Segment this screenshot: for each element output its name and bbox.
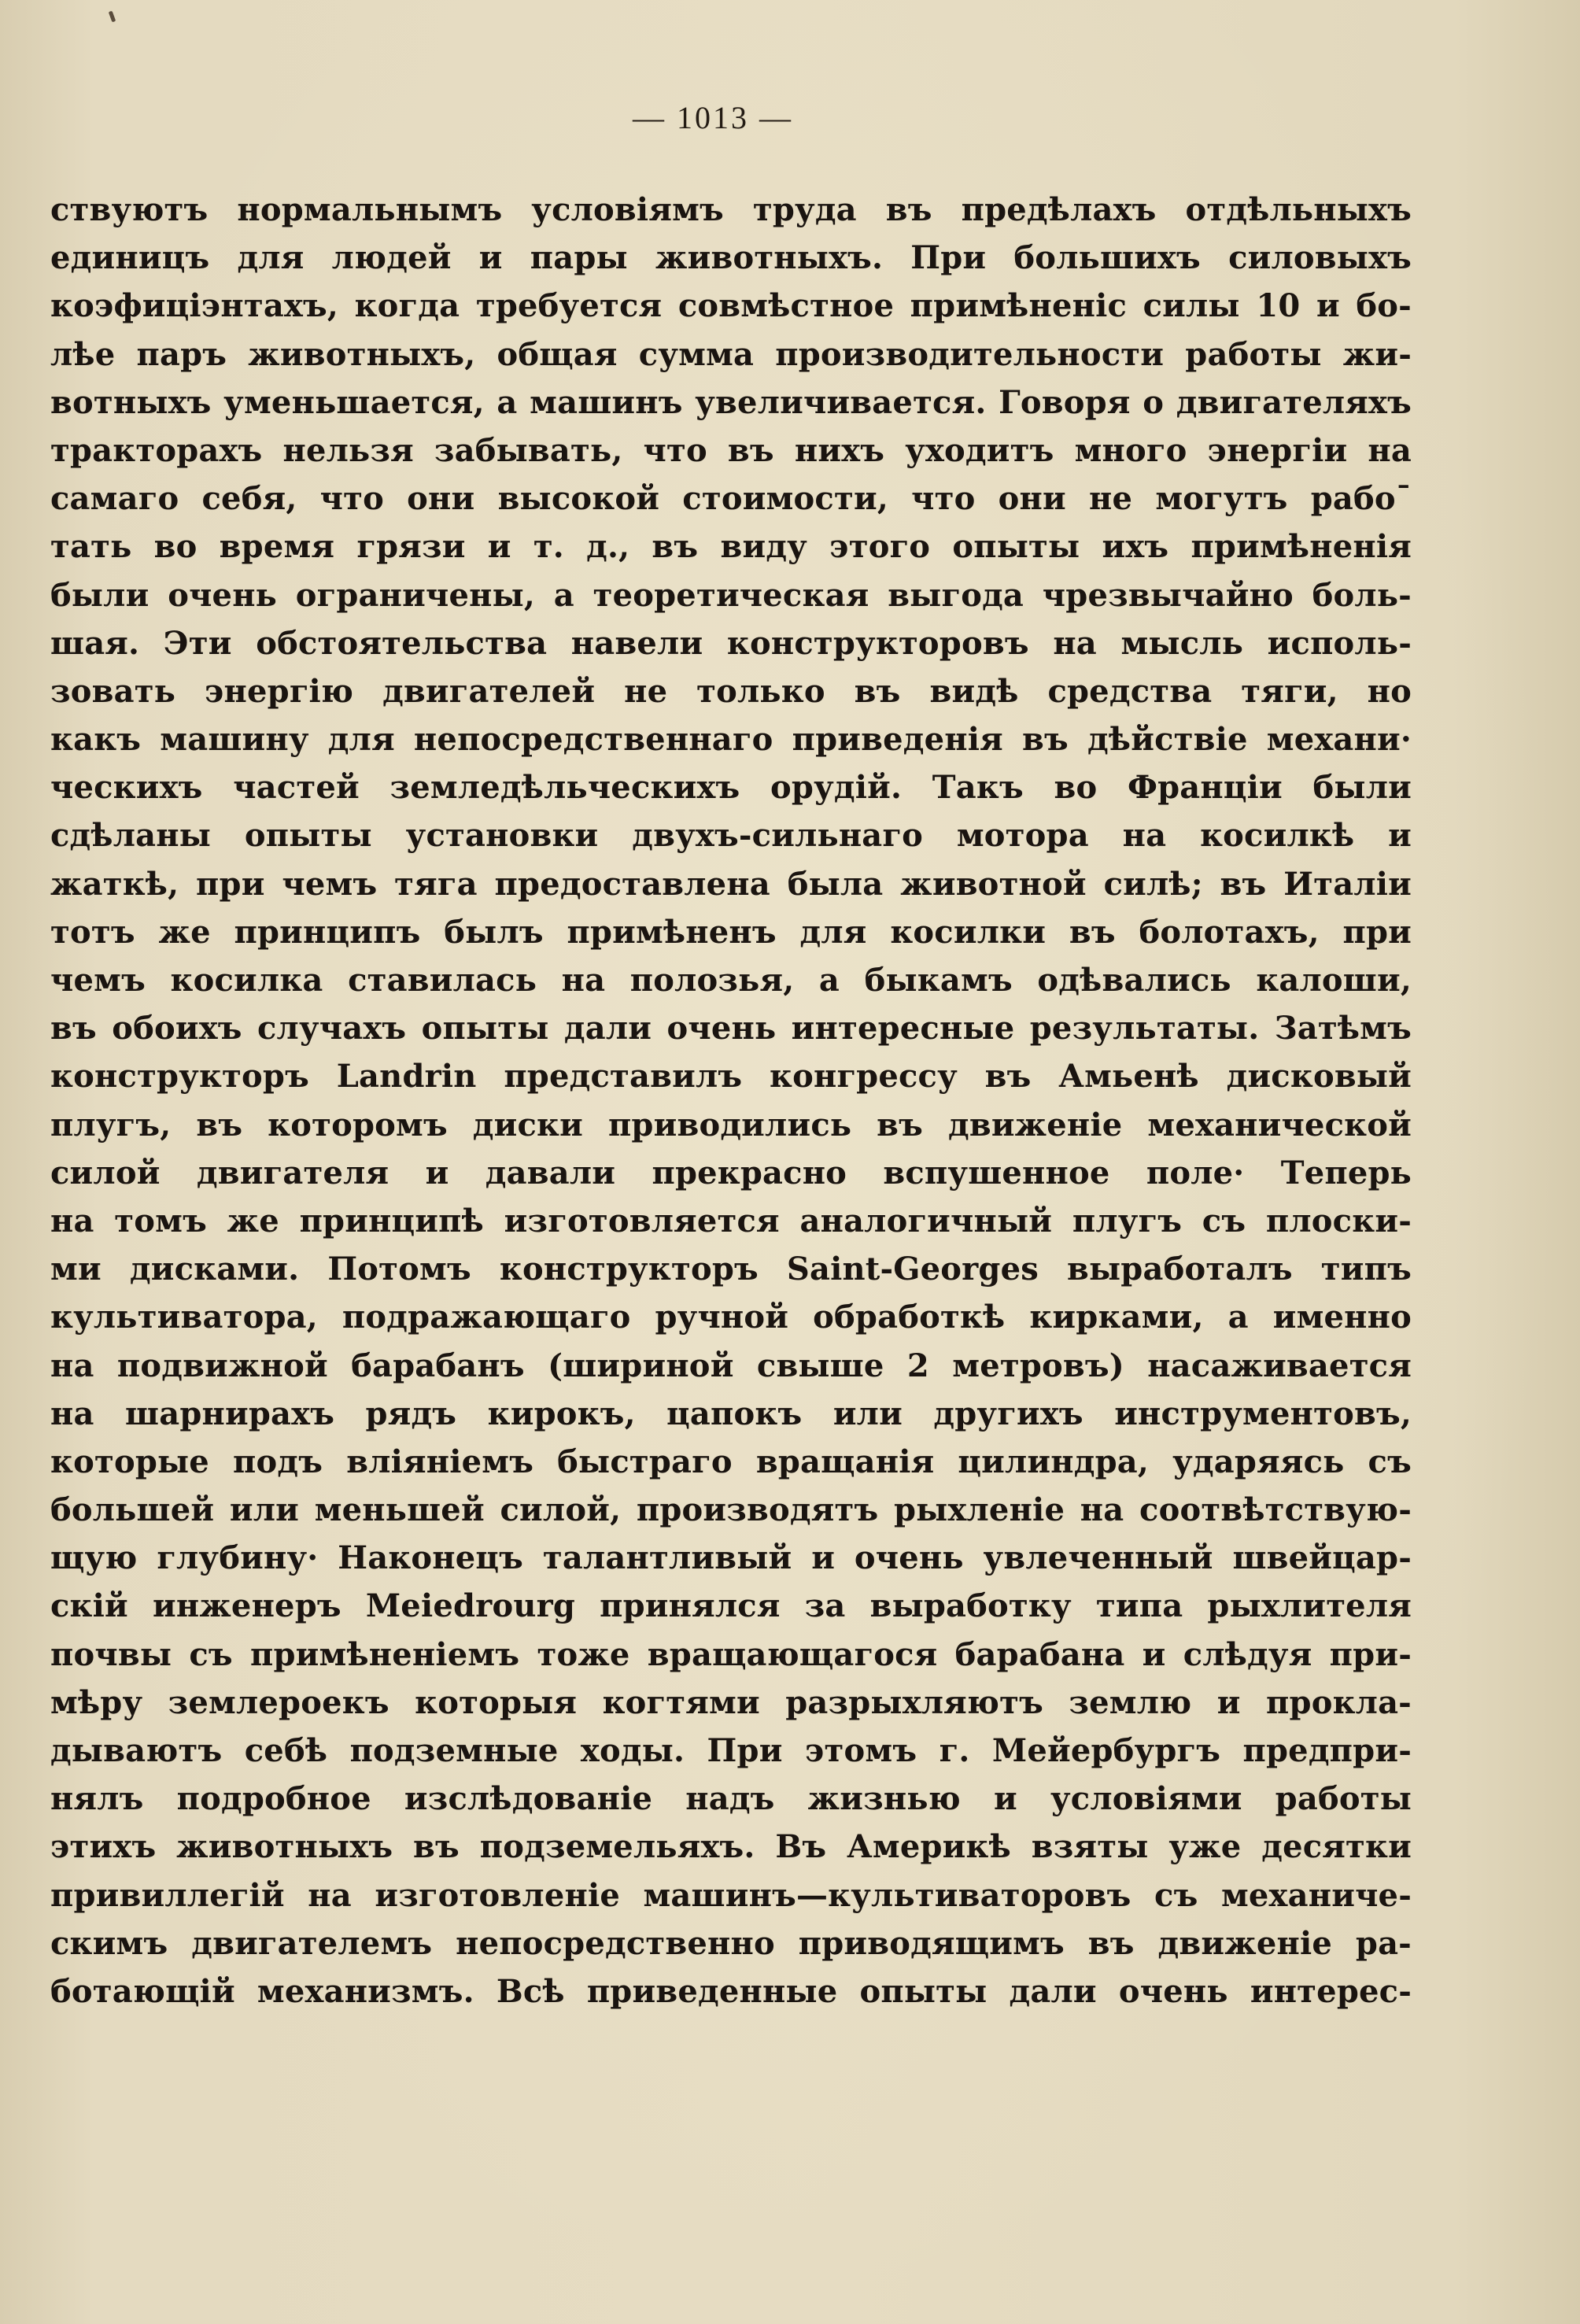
text-line: плугъ, въ которомъ диски приводились въ движеніе механической xyxy=(50,1106,1412,1144)
text-line: ботающій механизмъ. Всѣ приведенные опыты дали очень интерес- xyxy=(50,1972,1412,2010)
body-text xyxy=(50,186,1412,2015)
text-line: скій инженеръ Meiedrourg принялся за выработку типа рыхлителя xyxy=(50,1587,1412,1625)
page-number: — 1013 — xyxy=(633,100,793,135)
text-line: сдѣланы опыты установки двухъ-сильнаго мотора на косилкѣ и xyxy=(50,817,1412,855)
text-line: зовать энергію двигателей не только въ видѣ средства тяги, но xyxy=(50,672,1412,710)
text-line: этихъ животныхъ въ подземельяхъ. Въ Америкѣ взяты уже десятки xyxy=(50,1828,1412,1866)
text-line: ческихъ частей земледѣльческихъ орудій. Такъ во Франціи были xyxy=(50,769,1412,807)
text-line: тракторахъ нельзя забывать, что въ нихъ уходитъ много энергіи на xyxy=(50,431,1412,469)
text-line: дываютъ себѣ подземные ходы. При этомъ г. Мейербургъ предпри- xyxy=(50,1732,1412,1769)
text-line: культиватора, подражающаго ручной обработкѣ кирками, а именно xyxy=(50,1299,1412,1336)
text-line: большей или меньшей силой, производятъ рыхленіе на соотвѣтствую- xyxy=(50,1491,1412,1529)
text-line: какъ машину для непосредственнаго приведенія въ дѣйствіе механи· xyxy=(50,721,1412,759)
text-line: коэфиціэнтахъ, когда требуется совмѣстное примѣненіс силы 10 и бо- xyxy=(50,287,1412,325)
text-line: конструкторъ Landrin представилъ конгрессу въ Амьенѣ дисковый xyxy=(50,1058,1412,1095)
text-line: единицъ для людей и пары животныхъ. При большихъ силовыхъ xyxy=(50,239,1412,277)
text-line: лѣе паръ животныхъ, общая сумма производительности работы жи- xyxy=(50,335,1412,373)
text-line: самаго себя, что они высокой стоимости, что они не могутъ рабо¯ xyxy=(50,480,1412,518)
text-line: на подвижной барабанъ (шириной свыше 2 метровъ) насаживается xyxy=(50,1347,1412,1384)
text-line: вотныхъ уменьшается, а машинъ увеличивается. Говоря о двигателяхъ xyxy=(50,383,1412,421)
text-line: скимъ двигателемъ непосредственно приводящимъ въ движеніе ра- xyxy=(50,1924,1412,1962)
text-line: на шарнирахъ рядъ кирокъ, цапокъ или другихъ инструментовъ, xyxy=(50,1395,1412,1432)
text-line: привиллегій на изготовленіе машинъ—культиваторовъ съ механиче- xyxy=(50,1876,1412,1914)
text-line: ствуютъ нормальнымъ условіямъ труда въ предѣлахъ отдѣльныхъ xyxy=(50,191,1412,228)
text-line: щую глубину· Наконецъ талантливый и очень увлеченный швейцар- xyxy=(50,1539,1412,1577)
text-line: въ обоихъ случахъ опыты дали очень интересные результаты. Затѣмъ xyxy=(50,1010,1412,1047)
text-line: тотъ же принципъ былъ примѣненъ для косилки въ болотахъ, при xyxy=(50,913,1412,951)
text-line: мѣру землероекъ которыя когтями разрыхляютъ землю и прокла- xyxy=(50,1683,1412,1721)
text-line: нялъ подробное изслѣдованіе надъ жизнью и условіями работы xyxy=(50,1780,1412,1818)
text-line: ми дисками. Потомъ конструкторъ Saint-Georges выработалъ типъ xyxy=(50,1251,1412,1288)
text-line: шая. Эти обстоятельства навели конструкторовъ на мысль исполь- xyxy=(50,624,1412,662)
text-line: чемъ косилка ставилась на полозья, а быкамъ одѣвались калоши, xyxy=(50,962,1412,999)
text-line: были очень ограничены, а теоретическая выгода чрезвычайно боль- xyxy=(50,576,1412,614)
text-line: силой двигателя и давали прекрасно вспушенное поле· Теперь xyxy=(50,1154,1412,1192)
text-line: которые подъ вліяніемъ быстраго вращанія цилиндра, ударяясь съ xyxy=(50,1443,1412,1480)
text-line: жаткѣ, при чемъ тяга предоставлена была животной силѣ; въ Италіи xyxy=(50,865,1412,903)
ink-speck xyxy=(109,11,116,23)
text-line: тать во время грязи и т. д., въ виду этого опыты ихъ примѣненія xyxy=(50,528,1412,566)
text-line: почвы съ примѣненіемъ тоже вращающагося барабана и слѣдуя при- xyxy=(50,1635,1412,1673)
text-line: на томъ же принципѣ изготовляется аналогичный плугъ съ плоски- xyxy=(50,1202,1412,1240)
